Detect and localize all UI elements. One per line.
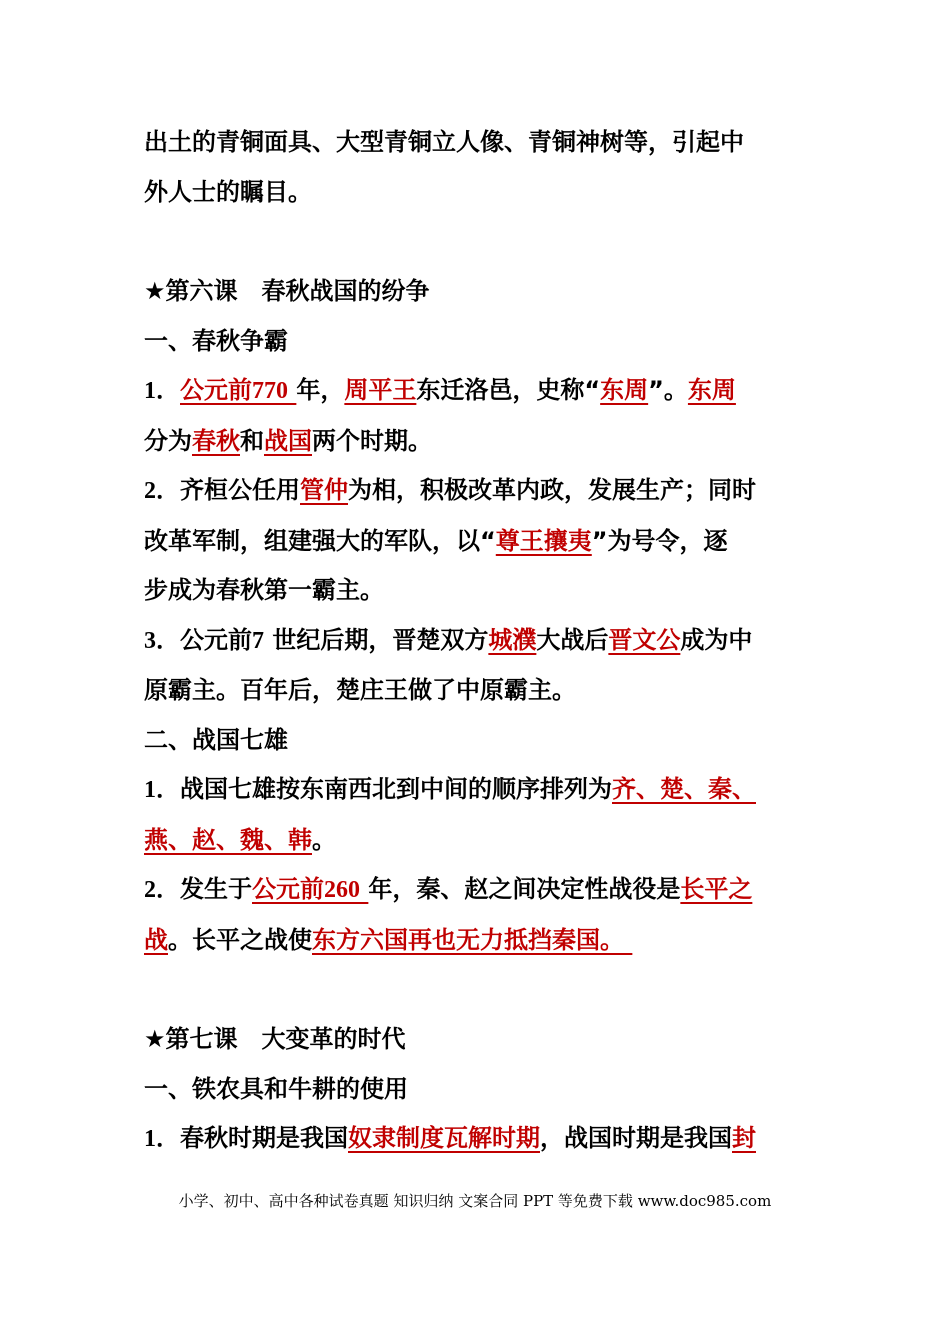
heading-text: ★第六课 春秋战国的纷争	[144, 277, 430, 305]
highlight-text: 尊王攘夷	[495, 526, 592, 555]
highlight-text: 晋文公	[608, 625, 681, 654]
highlight-text: 战国	[264, 426, 312, 455]
highlight-text: 东方六国再也无力抵挡秦国。	[312, 925, 624, 954]
highlight-text: 公元前770	[180, 376, 288, 404]
item-number: 1．	[144, 777, 180, 803]
lesson-heading-6	[144, 267, 808, 317]
text-line	[144, 168, 808, 218]
section-heading	[144, 716, 808, 766]
heading-text: 二、战国七雄	[144, 725, 288, 754]
highlight-text: 春秋	[192, 426, 240, 455]
highlight-text: 奴隶制度瓦解时期	[348, 1124, 540, 1152]
item-number: 2．	[144, 877, 180, 903]
highlight-text: 东周	[687, 376, 736, 404]
text-line: 改革军制，组建强大的军队，以“尊王攘夷”为号令，逐	[144, 526, 728, 555]
highlight-text: 齐、楚、秦、	[612, 775, 756, 803]
text-line: 步成为春秋第一霸主。	[144, 576, 384, 604]
highlight-text: 长平之	[680, 875, 753, 903]
highlight-text: 封	[732, 1124, 756, 1152]
text-line: 燕、赵、魏、韩。	[144, 825, 336, 854]
document-body	[144, 118, 808, 1165]
heading-text: 一、铁农具和牛耕的使用	[144, 1074, 408, 1103]
body-text: 外人士的瞩目。	[144, 177, 312, 206]
item-number: 1．	[144, 1126, 180, 1152]
heading-text: 一、春秋争霸	[144, 326, 288, 355]
paragraph-gap	[144, 217, 808, 267]
paragraph-gap	[144, 965, 808, 1015]
text-line	[144, 118, 808, 168]
item-number: 3．	[144, 627, 180, 654]
footer-text: 小学、初中、高中各种试卷真题 知识归纳 文案合同 PPT 等免费下载 www.doc985.com	[178, 1192, 772, 1210]
text-line: 3．公元前7 世纪后期，晋楚双方城濮大战后晋文公成为中	[144, 625, 753, 654]
section-heading	[144, 317, 808, 367]
text-line: 2．发生于公元前260 年，秦、赵之间决定性战役是长平之	[144, 875, 753, 903]
heading-text: ★第七课 大变革的时代	[144, 1025, 406, 1053]
highlight-text: 东周	[600, 376, 649, 404]
text-line: 分为春秋和战国两个时期。	[144, 426, 432, 455]
highlight-text: 公元前260	[252, 875, 360, 903]
item-number: 1．	[144, 378, 180, 404]
highlight-text: 战	[144, 925, 168, 954]
page-footer	[0, 1190, 950, 1211]
lesson-heading-7	[144, 1015, 808, 1065]
text-line: 1．战国七雄按东南西北到中间的顺序排列为齐、楚、秦、	[144, 775, 756, 803]
highlight-text: 燕、赵、魏、韩	[144, 825, 312, 854]
text-line: 原霸主。百年后，楚庄王做了中原霸主。	[144, 676, 576, 704]
highlight-text: 周平王	[344, 376, 417, 404]
highlight-text: 城濮	[488, 625, 537, 654]
text-line: 战。长平之战使东方六国再也无力抵挡秦国。	[144, 916, 808, 966]
item-number: 2．	[144, 478, 180, 504]
text-line: 1．公元前770 年，周平王东迁洛邑，史称“东周”。东周	[144, 376, 736, 404]
text-line: 2．齐桓公任用管仲为相，积极改革内政，发展生产；同时	[144, 476, 756, 504]
highlight-text: 管仲	[300, 476, 348, 504]
text-line: 1．春秋时期是我国奴隶制度瓦解时期，战国时期是我国封	[144, 1124, 756, 1152]
body-text: 出土的青铜面具、大型青铜立人像、青铜神树等，引起中	[144, 128, 744, 156]
section-heading	[144, 1065, 808, 1115]
